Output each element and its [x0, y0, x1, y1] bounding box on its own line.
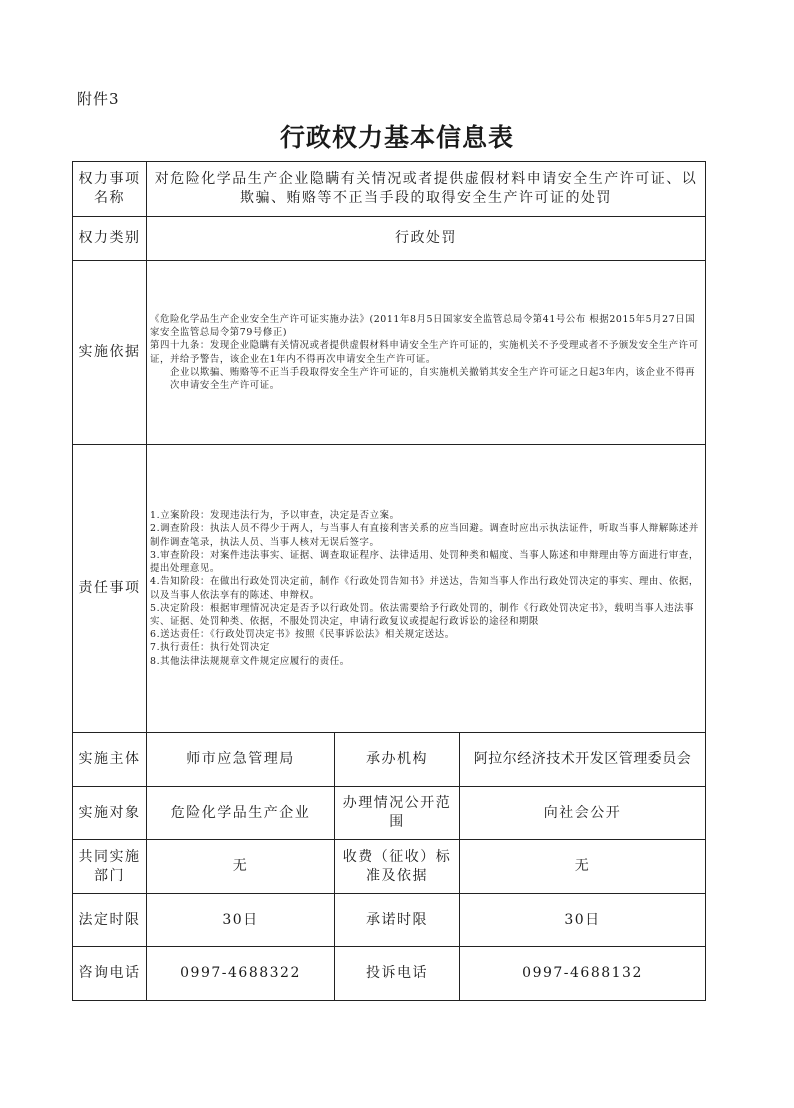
basis-label: 实施依据 — [73, 261, 147, 445]
responsibility-item: 7.执行责任：执行处罚决定 — [150, 642, 270, 654]
disclosure-scope-label: 办理情况公开范围 — [335, 787, 460, 840]
responsibility-item: 8.其他法律法规规章文件规定应履行的责任。 — [150, 655, 350, 667]
row-basis — [73, 261, 706, 445]
responsibility-item: 6.送达责任：《行政处罚决定书》按照《民事诉讼法》相关规定送达。 — [150, 629, 455, 641]
handling-agency-label: 承办机构 — [335, 733, 460, 787]
basis-line: 第四十九条：发现企业隐瞒有关情况或者提供虚假材料申请安全生产许可证的，实施机关不予受理或者不予颁发安全生产许可证，并给予警告，该企业在1年内不得再次申请安全生产许可证。 — [150, 340, 699, 365]
fee-standard-value: 无 — [460, 840, 706, 894]
responsibility-item: 4.告知阶段：在做出行政处罚决定前，制作《行政处罚告知书》并送达，告知当事人作出行政处罚决定的事实、理由、依据，以及当事人依法享有的陈述、申辩权。 — [150, 576, 699, 601]
row-phone — [73, 947, 706, 1001]
subject-value: 师市应急管理局 — [147, 733, 335, 787]
responsibility-content — [147, 445, 706, 733]
power-name-label: 权力事项名称 — [73, 162, 147, 217]
responsibility-item: 3.审查阶段：对案件违法事实、证据、调查取证程序、法律适用、处罚种类和幅度、当事人陈述和申辩理由等方面进行审查，提出处理意见。 — [150, 549, 699, 575]
joint-dept-label: 共同实施部门 — [73, 840, 147, 894]
row-joint — [73, 840, 706, 894]
attachment-label: 附件3 — [77, 90, 120, 108]
row-time-limit — [73, 894, 706, 947]
basis-line: 企业以欺骗、贿赂等不正当手段取得安全生产许可证的，自实施机关撤销其安全生产许可证之日起3年内，该企业不得再次申请安全生产许可证。 — [170, 366, 696, 391]
basis-content — [147, 261, 706, 445]
row-power-name — [73, 162, 706, 217]
power-type-value: 行政处罚 — [147, 217, 706, 261]
joint-dept-value: 无 — [147, 840, 335, 894]
fee-standard-label: 收费（征收）标准及依据 — [335, 840, 460, 894]
complaint-phone-value: 0997-4688132 — [460, 947, 706, 1001]
disclosure-scope-value: 向社会公开 — [460, 787, 706, 840]
power-name-value: 对危险化学品生产企业隐瞒有关情况或者提供虚假材料申请安全生产许可证、以欺骗、贿赂等不正当手段的取得安全生产许可证的处罚 — [147, 162, 706, 217]
legal-time-limit-label: 法定时限 — [73, 894, 147, 947]
responsibility-item: 1.立案阶段：发现违法行为，予以审查，决定是否立案。 — [150, 510, 400, 522]
responsibility-label: 责任事项 — [73, 445, 147, 733]
row-power-type — [73, 217, 706, 261]
legal-time-limit-value: 30日 — [147, 894, 335, 947]
responsibility-item: 2.调查阶段：执法人员不得少于两人，与当事人有直接利害关系的应当回避。调查时应出示执法证件，听取当事人辩解陈述并制作调查笔录，执法人员、当事人核对无误后签字。 — [150, 523, 699, 548]
target-label: 实施对象 — [73, 787, 147, 840]
promised-time-limit-value: 30日 — [460, 894, 706, 947]
row-subject — [73, 733, 706, 787]
row-target — [73, 787, 706, 840]
responsibility-item: 5.决定阶段：根据审理情况决定是否予以行政处罚。依法需要给予行政处罚的，制作《行政处罚决定书》，载明当事人违法事实、证据、处罚种类、依据，不服处罚决定，申请行政复议或提起行政诉讼的途径和期限 — [150, 602, 695, 627]
target-value: 危险化学品生产企业 — [147, 787, 335, 840]
consult-phone-label: 咨询电话 — [73, 947, 147, 1001]
page-title: 行政权力基本信息表 — [279, 123, 514, 152]
row-responsibility — [73, 445, 706, 733]
power-type-label: 权力类别 — [73, 217, 147, 261]
promised-time-limit-label: 承诺时限 — [335, 894, 460, 947]
complaint-phone-label: 投诉电话 — [335, 947, 460, 1001]
subject-label: 实施主体 — [73, 733, 147, 787]
basis-line: 《危险化学品生产企业安全生产许可证实施办法》(2011年8月5日国家安全监管总局令第41号公布 根据2015年5月27日国家安全监管总局令第79号修正) — [150, 313, 696, 339]
power-info-table — [72, 161, 706, 1001]
consult-phone-value: 0997-4688322 — [147, 947, 335, 1001]
handling-agency-value: 阿拉尔经济技术开发区管理委员会 — [460, 733, 706, 787]
